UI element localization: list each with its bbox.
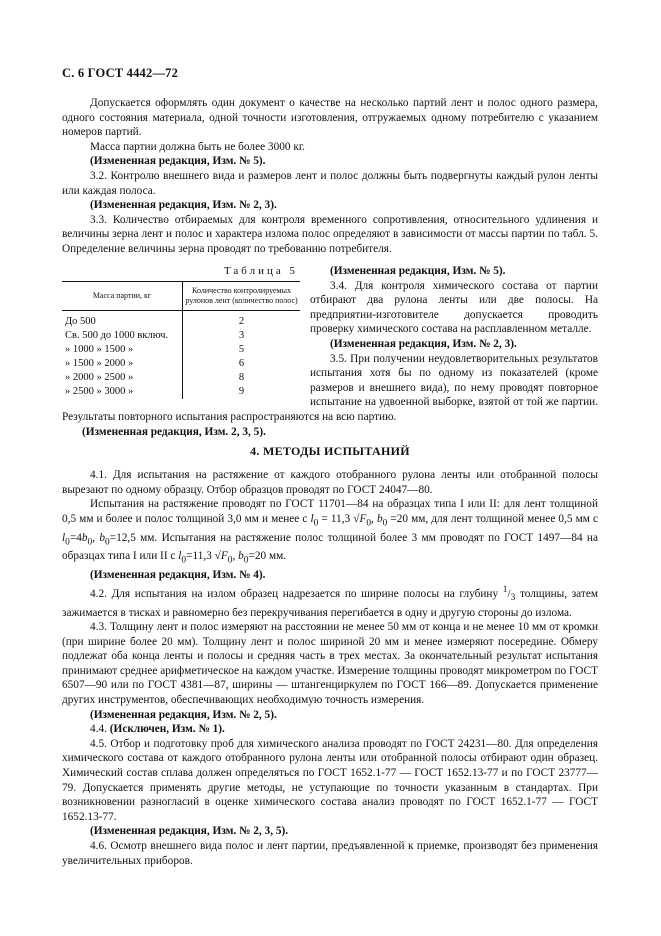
table-cell-count: 3 — [238, 329, 245, 341]
symbol-b: b — [81, 531, 88, 544]
top-text-block — [62, 96, 598, 257]
text-run: 4.2. Для испытания на излом образец надрезается по ширине полосы на глубину — [90, 587, 503, 600]
table-cell-count: 5 — [238, 343, 245, 355]
symbol-l: l — [62, 531, 66, 544]
symbol-l: l — [178, 550, 182, 563]
table-cell-count: 6 — [238, 357, 245, 369]
table-cell-mass: » 2500 » 3000 » — [62, 385, 183, 399]
subscript: 0 — [382, 518, 388, 529]
paragraph: Масса партии должна быть не более 3000 кг. — [90, 140, 306, 153]
text-run: толщины, затем зажимается в тисках и равномерно без перекручивания перегибается в одну и другую стороны до излома. — [62, 587, 599, 619]
symbol-l: l — [310, 512, 314, 525]
subscript: 0 — [65, 536, 70, 547]
table-header-count: Количество контролируемых рулонов лент (количество полос) — [183, 281, 301, 310]
paragraph: 3.3. Количество отбираемых для контроля временного сопротивления, относительного удлинения и величины зерна лент и полос и характера излома полос определяют в зависимости от массы партии по табл. 5. Определение величины зерна проводят по требованию потребителя. — [62, 213, 598, 255]
text-run: = 11,3 — [318, 512, 354, 525]
table-and-side-text — [62, 264, 598, 439]
text-run: Испытания на растяжение проводят по ГОСТ 11701—84 на образцах типа I или II: для лент толщиной 0,5 мм и более и полос толщиной 3,0 мм и менее с — [62, 498, 598, 525]
table-cell-count: 2 — [238, 315, 245, 327]
table-cell-mass: » 1500 » 2000 » — [62, 357, 183, 371]
paragraph: 3.5. При получении неудовлетворительных результатов испытания хотя бы по одному из показателей (кроме размеров и внешнего вида), по нему проводят повторное испытание на удвоенной выборке, взятой от той же партии. Результаты повторного испытания распространяются на всю партию. — [62, 352, 598, 423]
paragraph-formula: Испытания на растяжение проводят по ГОСТ 11701—84 на образцах типа I или II: для лент толщиной 0,5 мм и более и полос толщиной 3,0 мм и менее с $l_0 = 11,3$ $√F_0$, $b_0 =20$ мм, для лент толщиной менее 0,5 мм с $l_0=4b_0$, $b_0=12,5$ мм. Испытания на растяжение полос толщиной более 3 мм проводят по ГОСТ 1497—84 на образцах типа I или II с $l_0=11,3$ $√F_0$, $b_0=20$ мм. — [62, 498, 598, 566]
symbol-b: b — [238, 550, 244, 563]
table-cell-mass: До 500 — [62, 310, 183, 329]
subscript: 0 — [87, 536, 93, 547]
amendment-note: (Измененная редакция, Изм. № 2, 3, 5). — [90, 825, 289, 838]
paragraph: 3.2. Контролю внешнего вида и размеров лент и полос должны быть подвергнуты каждый рулон ленты или каждая полоса. — [62, 169, 598, 197]
symbol-f: F — [220, 550, 228, 563]
subscript: 0 — [366, 518, 372, 529]
subscript: 0 — [313, 518, 319, 529]
paragraph: Допускается оформлять один документ о качестве на несколько партий лент и полос одного размера, одного состояния материала, одной точности изготовления, отгружаемых одному потребителю с указанием номеров партий. — [62, 97, 598, 139]
table-cell-mass: Св. 500 до 1000 включ. — [62, 329, 183, 343]
table-cell-mass: » 2000 » 2500 » — [62, 371, 183, 385]
paragraph: 4.1. Для испытания на растяжение от каждого отобранного рулона ленты или отобранной полосы вырезают по одному образцу. Отбор образцов проводят по ГОСТ 24047—80. — [62, 469, 598, 496]
table-row — [62, 357, 300, 371]
text-run: =4 — [69, 531, 82, 544]
symbol-b: b — [376, 512, 383, 525]
sqrt-symbol: √ — [214, 550, 221, 563]
table-row — [62, 385, 300, 399]
text-run: =12,5 мм. Испытания на растяжение полос толщиной более 3 мм проводят по ГОСТ 1497—84 на образцах типа I или II с — [62, 531, 598, 563]
table-row — [62, 343, 300, 357]
subscript: 0 — [105, 536, 110, 547]
table-row — [62, 310, 300, 329]
methods-text-block — [62, 468, 598, 868]
table-cell-count: 9 — [238, 385, 245, 397]
symbol-b: b — [99, 531, 106, 544]
text-run: =20 мм. — [248, 550, 287, 563]
table-5 — [62, 281, 300, 399]
amendment-note: (Измененная редакция, Изм. № 5). — [330, 265, 506, 277]
symbol-f: F — [359, 512, 367, 525]
table-5-container — [62, 264, 300, 399]
paragraph: 4.5. Отбор и подготовку проб для химического анализа проводят по ГОСТ 24231—80. Для определения химического состава от каждого отобранного рулона ленты или отобранной полосы отбирают один образец. Химический состав сплава должен определяться по ГОСТ 1652.1-77 — ГОСТ 1652.13-77 и по ГОСТ 23777—79. Допускается применять другие методы, не уступающие по точности указанным в стандартах. При возникновении разногласий в оценке химического состава анализ проводят по ГОСТ 1652.1-77 — ГОСТ 1652.13-77. — [62, 737, 598, 823]
table-cell-mass: » 1000 » 1500 » — [62, 343, 183, 357]
amendment-note: (Измененная редакция, Изм. № 2, 3). — [90, 199, 277, 212]
text-run: =11,3 — [186, 550, 215, 563]
subscript: 0 — [227, 555, 233, 566]
text-run: =20 мм, для лент толщиной менее 0,5 мм с — [387, 512, 598, 525]
paragraph: 3.4. Для контроля химического состава от партии отбирают два рулона ленты или две полосы. На предприятии-изготовителе допускается проводить проверку химического состава на расплавленном металле. — [310, 279, 598, 336]
paragraph-fraction: 4.2. Для испытания на излом образец надрезается по ширине полосы на глубину $^1/_3$ толщины, затем зажимается в тисках и равномерно без перекручивания перегибается в одну и другую стороны до излома. — [62, 584, 599, 619]
section-title: 4. МЕТОДЫ ИСПЫТАНИЙ — [250, 444, 410, 458]
paragraph-excluded — [62, 722, 598, 737]
excluded-note: (Исключен, Изм. № 1). — [109, 723, 225, 736]
table-cell-count: 8 — [238, 371, 245, 383]
sqrt-symbol: √ — [353, 512, 360, 525]
table-row — [62, 371, 300, 385]
amendment-note: (Измененная редакция, Изм. № 4). — [90, 569, 266, 582]
item-number: 4.4. — [90, 723, 107, 736]
paragraph: 4.6. Осмотр внешнего вида полос и лент партии, предъявленной к приемке, производят без применения увеличительных приборов. — [62, 840, 598, 867]
page-header: С. 6 ГОСТ 4442—72 — [62, 66, 179, 80]
fraction-denominator: 3 — [510, 592, 516, 603]
table-row — [62, 329, 300, 343]
amendment-note: (Измененная редакция, Изм. № 2, 3). — [330, 337, 517, 350]
subscript: 0 — [243, 555, 249, 566]
amendment-note: (Измененная редакция, Изм. № 5). — [90, 155, 266, 168]
amendment-note: (Измененная редакция, Изм. № 2, 5). — [90, 708, 277, 721]
subscript: 0 — [181, 555, 187, 566]
table-header-mass: Масса партии, кг — [62, 281, 183, 310]
table-caption: Таблица 5 — [223, 265, 298, 277]
amendment-note: (Измененная редакция, Изм. 2, 3, 5). — [82, 425, 266, 438]
fraction-numerator: 1 — [502, 584, 508, 595]
paragraph: 4.3. Толщину лент и полос измеряют на расстоянии не менее 50 мм от конца и не менее 10 мм от кромки (при ширине более 20 мм). Толщину лент и полос шириной 20 мм и менее измеряют посередине. Обмеру подлежат оба конца ленты и полосы и средняя часть в трех местах. За окончательный результат испытания принимают среднее арифметическое на каждом участке. Измерение толщины проводят микрометром по ГОСТ 6507—90 или по ГОСТ 4381—87, ширины — штангенциркулем по ГОСТ 166—89. Допускается применение других инструментов, обеспечивающих необходимую точность измерения. — [62, 621, 598, 707]
